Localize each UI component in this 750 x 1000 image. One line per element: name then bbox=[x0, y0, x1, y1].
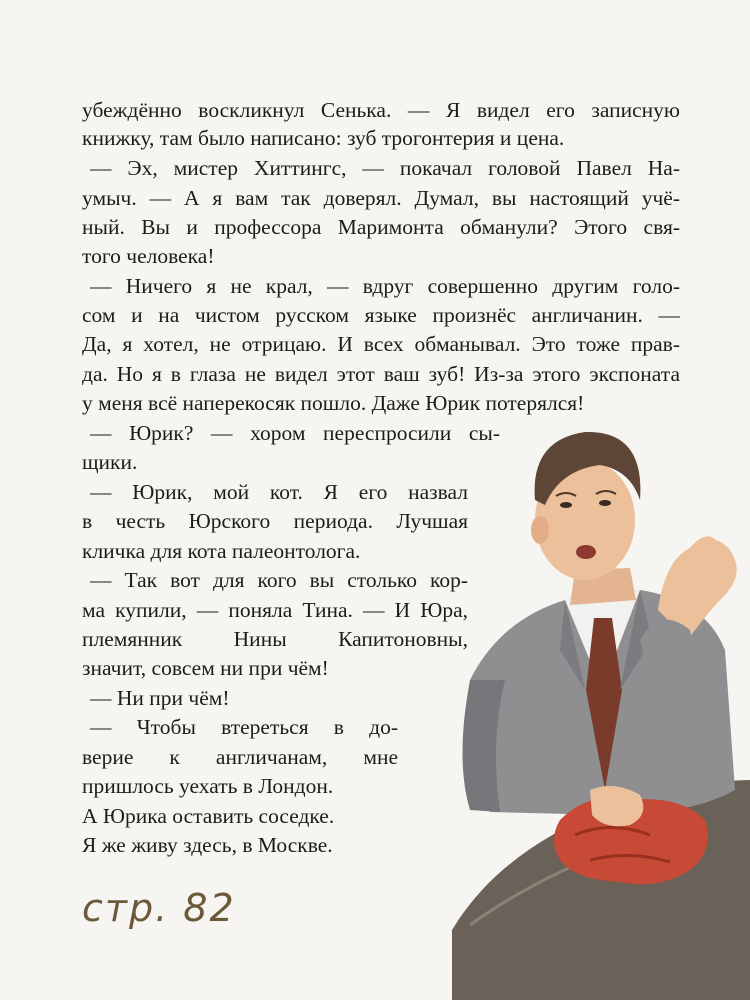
text-line-15: в честь Юрского периода. Лучшая bbox=[82, 509, 468, 533]
man-illustration bbox=[440, 418, 750, 1000]
text-line-8: сом и на чистом русском языке произнёс англичанин. — bbox=[82, 303, 680, 327]
text-line-12: — Юрик? — хором переспросили сы- bbox=[90, 421, 500, 445]
text-line-25: А Юрика оставить соседке. bbox=[82, 804, 335, 828]
text-line-17: — Так вот для кого вы столько кор- bbox=[90, 568, 468, 592]
text-line-9: Да, я хотел, не отрицаю. И всех обманывал. Это тоже прав- bbox=[82, 332, 680, 356]
text-line-18: ма купили, — поняла Тина. — И Юра, bbox=[82, 598, 468, 622]
text-line-7: — Ничего я не крал, — вдруг совершенно другим голо- bbox=[90, 274, 680, 298]
text-line-2: книжку, там было написано: зуб трогонтерия и цена. bbox=[82, 126, 565, 150]
text-line-5: ный. Вы и профессора Маримонта обманули? Этого свя- bbox=[82, 215, 680, 239]
text-line-11: у меня всё наперекосяк пошло. Даже Юрик потерялся! bbox=[82, 391, 585, 415]
text-line-22: — Чтобы втереться в до- bbox=[90, 715, 398, 739]
text-line-13: щики. bbox=[82, 450, 138, 474]
text-line-3: — Эх, мистер Хиттингс, — покачал головой Павел На- bbox=[90, 156, 680, 180]
text-line-21: — Ни при чём! bbox=[90, 686, 230, 710]
mouth bbox=[576, 545, 596, 559]
text-line-1: убеждённо воскликнул Сенька. — Я видел его записную bbox=[82, 98, 680, 122]
text-line-19: племянник Нины Капитоновны, bbox=[82, 627, 468, 651]
text-line-16: кличка для кота палеонтолога. bbox=[82, 539, 361, 563]
text-line-6: того человека! bbox=[82, 244, 215, 268]
text-line-4: умыч. — А я вам так доверял. Думал, вы настоящий учё- bbox=[82, 186, 680, 210]
text-line-23: верие к англичанам, мне bbox=[82, 745, 398, 769]
page-number: стр. 82 bbox=[82, 886, 236, 930]
text-line-26: Я же живу здесь, в Москве. bbox=[82, 833, 333, 857]
text-line-14: — Юрик, мой кот. Я его назвал bbox=[90, 480, 468, 504]
text-line-24: пришлось уехать в Лондон. bbox=[82, 774, 334, 798]
text-line-10: да. Но я в глаза не видел этот ваш зуб! Из-за этого экспоната bbox=[82, 362, 680, 386]
text-line-20: значит, совсем ни при чём! bbox=[82, 656, 329, 680]
